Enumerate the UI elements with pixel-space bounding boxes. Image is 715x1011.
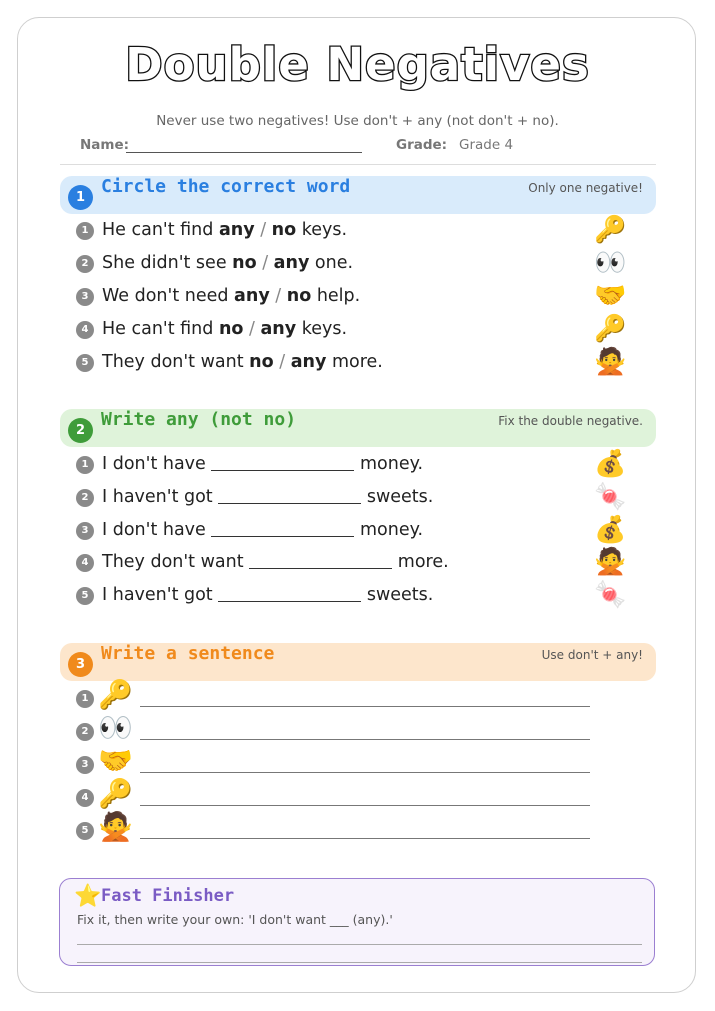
fill-item: 1 I don't have money. [76,454,423,480]
item-number: 5 [76,822,94,840]
money-bag-icon: 💰 [594,449,627,479]
writing-line[interactable] [77,944,642,945]
circle-item: 5 They don't want no / any more. [76,352,383,378]
answer-blank[interactable] [249,554,392,569]
circle-item: 2 She didn't see no / any one. [76,253,353,279]
sentence-line[interactable] [140,805,590,806]
choice-b[interactable]: any [260,319,297,339]
candy-icon: 🍬 [594,580,627,610]
choice-b[interactable]: any [273,253,310,273]
page-subtitle: Never use two negatives! Use don't + any (not don't + no). [156,113,559,129]
choice-a[interactable]: any [234,286,270,306]
section-1-header [60,176,656,214]
item-number: 1 [76,690,94,708]
handshake-icon: 🤝 [594,281,627,311]
section-2-header [60,409,656,447]
star-icon: ⭐ [74,884,102,909]
page-title: Double Negatives [125,38,590,91]
section-3-number: 3 [68,652,93,677]
eyes-icon: 👀 [98,711,133,744]
writing-line[interactable] [77,962,642,963]
section-3-note: Use don't + any! [541,648,643,662]
key-icon: 🔑 [98,777,133,810]
key-icon: 🔑 [98,678,133,711]
circle-item: 1 He can't find any / no keys. [76,220,347,246]
name-field[interactable] [126,152,362,153]
no-gesture-icon: 🙅 [594,547,627,577]
no-gesture-icon: 🙅 [594,347,627,377]
section-1-note: Only one negative! [528,181,643,195]
fill-item: 4 They don't want more. [76,552,449,578]
grade-label: Grade: [396,137,448,153]
choice-a[interactable]: any [218,220,255,240]
fast-finisher-title: Fast Finisher [101,886,235,906]
section-1-number: 1 [68,185,93,210]
section-1-heading: Circle the correct word [101,176,351,197]
choice-a[interactable]: no [232,253,257,273]
choice-b[interactable]: no [271,220,297,240]
sentence-line[interactable] [140,706,590,707]
no-gesture-icon: 🙅 [98,810,133,843]
section-3-heading: Write a sentence [101,643,275,664]
choice-b[interactable]: any [290,352,327,372]
section-2-heading: Write any (not no) [101,409,297,430]
circle-item: 3 We don't need any / no help. [76,286,360,312]
fill-item: 5 I haven't got sweets. [76,585,433,611]
section-2-number: 2 [68,418,93,443]
answer-blank[interactable] [218,587,361,602]
key-icon: 🔑 [594,215,627,245]
fill-item: 3 I don't have money. [76,520,423,546]
item-number: 3 [76,756,94,774]
choice-a[interactable]: no [249,352,274,372]
item-number: 4 [76,789,94,807]
answer-blank[interactable] [211,522,354,537]
sentence-line[interactable] [140,772,590,773]
section-3-header [60,643,656,681]
eyes-icon: 👀 [594,248,627,278]
name-label: Name: [80,137,130,153]
item-number: 2 [76,723,94,741]
fast-finisher-box [59,878,655,966]
section-2-note: Fix the double negative. [498,414,643,428]
sentence-line[interactable] [140,739,590,740]
circle-item: 4 He can't find no / any keys. [76,319,347,345]
answer-blank[interactable] [211,456,354,471]
grade-value: Grade 4 [459,137,514,153]
choice-b[interactable]: no [286,286,312,306]
fill-item: 2 I haven't got sweets. [76,487,433,513]
choice-a[interactable]: no [218,319,244,339]
fast-finisher-text: Fix it, then write your own: 'I don't want ___ (any).' [77,912,393,927]
key-icon: 🔑 [594,314,627,344]
divider [60,164,656,165]
candy-icon: 🍬 [594,482,627,512]
sentence-line[interactable] [140,838,590,839]
handshake-icon: 🤝 [98,744,133,777]
answer-blank[interactable] [218,489,361,504]
money-bag-icon: 💰 [594,515,627,545]
